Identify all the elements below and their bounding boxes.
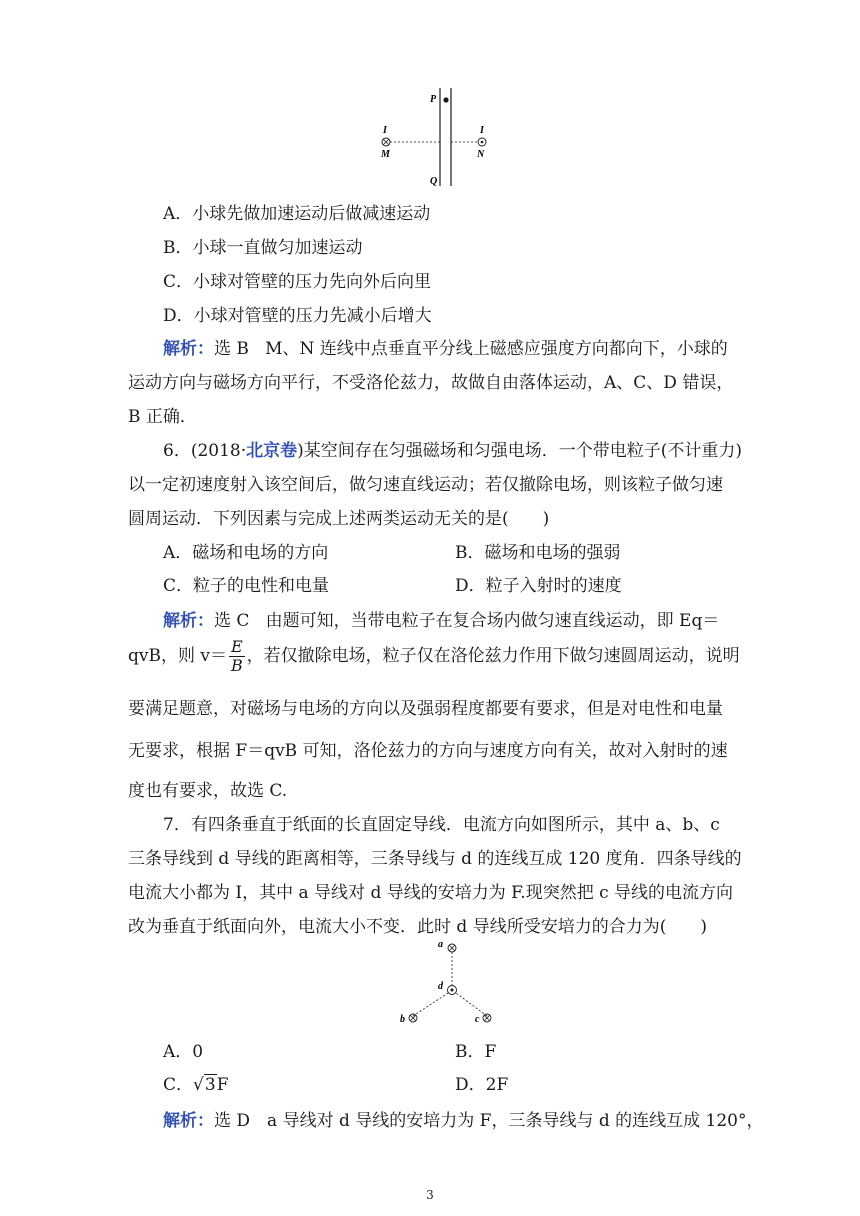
q7-option-b: B．F (455, 1042, 497, 1062)
q6-analysis-line5: 度也有要求，故选 C. (128, 781, 288, 801)
q7-option-d: D．2F (455, 1075, 509, 1095)
label-m: M (381, 149, 390, 160)
label-i-left: I (383, 125, 387, 136)
q6-option-a: A．磁场和电场的方向 (163, 543, 329, 563)
q7-stem-line3: 电流大小都为 I，其中 a 导线对 d 导线的安培力为 F.现突然把 c 导线的电流方向 (128, 883, 734, 903)
option-c-prefix: C． (163, 1075, 194, 1095)
analysis-label: 解析： (163, 611, 214, 631)
connector-bd (413, 993, 448, 1016)
q7-option-a: A．0 (163, 1042, 204, 1062)
label-i-right: I (480, 125, 484, 136)
q6-analysis-line4: 无要求，根据 F＝qvB 可知，洛伦兹力的方向与速度方向有关，故对入射时的速 (128, 741, 728, 761)
analysis-text: 由题可知，当带电粒子在复合场内做匀速直线运动，即 Eq＝ (265, 611, 720, 631)
page-number: 3 (426, 1188, 434, 1202)
wire-d-dot-icon (451, 989, 454, 992)
label-n: N (477, 149, 485, 160)
stem-text: )某空间存在匀强磁场和匀强电场．一个带电粒子(不计重力) (297, 441, 743, 461)
q6-option-c: C．粒子的电性和电量 (163, 576, 330, 596)
q6-analysis-line2 (128, 636, 740, 676)
formula-post: ，若仅撤除电场，粒子仅在洛伦兹力作用下做匀速圆周运动，说明 (246, 646, 740, 666)
q7-analysis-line1 (163, 1106, 764, 1131)
q5-option-c: C．小球对管壁的压力先向外后向里 (163, 272, 432, 292)
label-d: d (438, 981, 443, 992)
fraction-e-over-b (229, 638, 245, 675)
formula-pre: qvB，则 v＝ (128, 646, 227, 666)
figure-four-wires (396, 938, 496, 1028)
analysis-label: 解析： (163, 339, 214, 359)
source-open: (2018· (190, 441, 247, 461)
wire-n-dot-icon (481, 141, 484, 144)
option-c-suffix: F (216, 1075, 229, 1095)
q6-analysis-line3: 要满足题意，对磁场与电场的方向以及强弱程度都要有要求，但是对电性和电量 (128, 699, 723, 719)
fraction-denominator: B (230, 656, 243, 675)
analysis-text: M、N 连线中点垂直平分线上磁感应强度方向都向下，小球的 (265, 339, 728, 359)
q6-option-d: D．粒子入射时的速度 (455, 576, 622, 596)
q5-option-b: B．小球一直做匀加速运动 (163, 238, 363, 258)
q7-stem-line4: 改为垂直于纸面向外，电流大小不变．此时 d 导线所受安培力的合力为( ) (128, 917, 707, 937)
label-b: b (400, 1014, 405, 1025)
q6-stem-line1 (163, 436, 742, 461)
q7-stem-line1: 7．有四条垂直于纸面的长直固定导线．电流方向如图所示，其中 a、b、c (163, 815, 720, 835)
analysis-choice: 选 B (214, 339, 249, 359)
q6-stem-line2: 以一定初速度射入该空间后，做匀速直线运动；若仅撤除电场，则该粒子做匀速 (128, 475, 723, 495)
q6-stem-line3: 圆周运动．下列因素与完成上述两类运动无关的是( ) (128, 509, 550, 529)
label-p: P (430, 94, 437, 105)
q5-analysis-line2: 运动方向与磁场方向平行，不受洛伦兹力，故做自由落体运动，A、C、D 错误， (128, 373, 734, 393)
q6-analysis-line1 (163, 606, 719, 631)
q6-option-b: B．磁场和电场的强弱 (455, 543, 621, 563)
question-number: 6． (163, 441, 191, 461)
label-q: Q (430, 176, 438, 187)
source-tag: 北京卷 (246, 441, 298, 461)
q7-option-c: C．√3F (163, 1075, 229, 1095)
q5-option-d: D．小球对管壁的压力先减小后增大 (163, 306, 432, 326)
label-c: c (475, 1014, 480, 1025)
label-a: a (438, 939, 443, 950)
fraction-numerator: E (231, 637, 243, 656)
analysis-text: 选 D a 导线对 d 导线的安培力为 F，三条导线与 d 的连线互成 120°， (214, 1111, 764, 1131)
ball (443, 97, 448, 102)
q5-option-a: A．小球先做加速运动后做减速运动 (163, 204, 431, 224)
q7-stem-line2: 三条导线到 d 导线的距离相等，三条导线与 d 的连线互成 120 度角．四条导线的 (128, 849, 742, 869)
q5-analysis-line3: B 正确． (128, 407, 197, 427)
q5-analysis-line1 (163, 334, 730, 359)
analysis-label: 解析： (163, 1111, 214, 1131)
sqrt-radicand: 3 (204, 1075, 216, 1095)
analysis-choice: 选 C (214, 611, 250, 631)
connector-cd (456, 993, 487, 1016)
figure-pipe-wires (380, 84, 500, 194)
wire-a-cross-icon (449, 945, 455, 951)
